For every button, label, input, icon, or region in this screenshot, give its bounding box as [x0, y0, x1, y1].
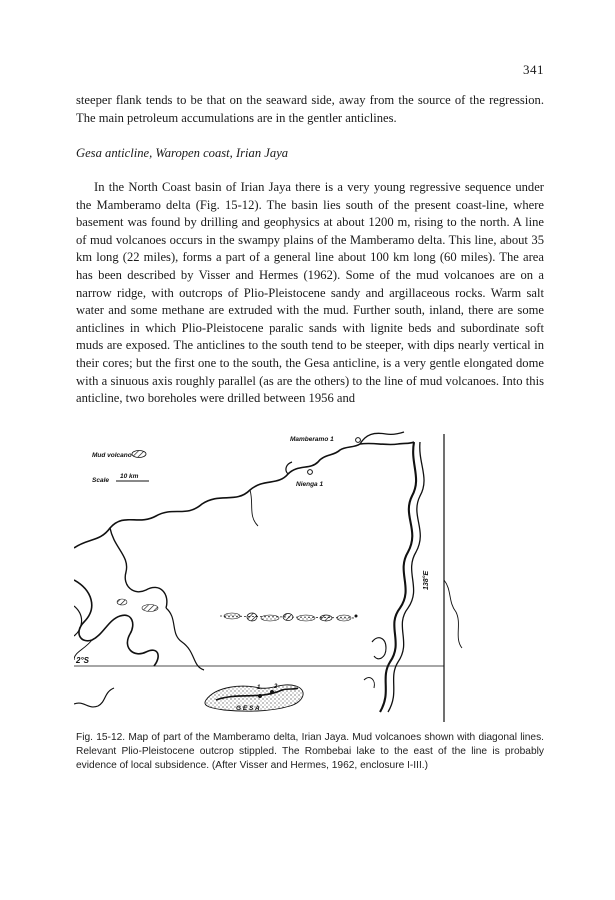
- intro-paragraph: [76, 92, 544, 127]
- intro-paragraph-text: steeper flank tends to be that on the seaward side, away from the source of the regression. The main petroleum accumulations are in the gentler anticlines.: [76, 93, 544, 125]
- gesa-well-1-label: 1: [257, 685, 261, 691]
- delta-map: [74, 430, 544, 722]
- body-paragraph-text: In the North Coast basin of Irian Jaya there is a very young regressive sequence under the Mamberamo delta (Fig. 15-12). The basin lies south of the present coast-line, where basement was found by drilling and geophysics at about 1200 m, rising to the north. A line of mud volcanoes occurs in the swampy plains of the Mamberamo delta. This line, about 35 km long (22 miles), forms a part of a general line about 100 km long (60 miles). The area has been described by Visser and Hermes (1962). Some of the mud volcanoes are on a narrow ridge, with outcrops of Plio-Pleistocene sandy and argillaceous rocks. Warm salt water and some methane are extruded with the mud. Further south, inland, there are some anticlines in which Plio-Pleistocene paralic sands with lignite beds and subordinate soft muds are exposed. The anticlines to the south tend to be steeper, with dips nearly vertical in their cores; but the first one to the south, the Gesa anticline, is a very gentle elongated dome with a sinuous axis roughly parallel (as are the others) to the line of mud volcanoes. Into this anticline, two boreholes were drilled between 1956 and: [76, 180, 544, 406]
- gesa-label: G E S A: [236, 705, 260, 712]
- mud-volcano-line: [220, 613, 358, 621]
- mamberamo-well-symbol: [356, 438, 361, 443]
- body-paragraph: [76, 179, 544, 408]
- page-number: 341: [523, 62, 544, 77]
- legend-mud-volcano-label: Mud volcano: [92, 452, 132, 459]
- figure-caption: Fig. 15-12. Map of part of the Mamberamo delta, Irian Jaya. Mud volcanoes shown with diagonal lines. Relevant Plio-Pleistocene outcrop stippled. The Rombebai lake to the east of the line is probably evidence of local subsidence. (After Visser and Hermes, 1962, enclosure I-III.): [76, 732, 544, 772]
- mud-volcano-3: [320, 615, 332, 621]
- nienga-well-label: Nienga 1: [296, 481, 324, 488]
- mud-volcano-outcrop-3: [297, 615, 315, 621]
- east-swamp-line: [444, 580, 462, 648]
- mud-volcano-2: [283, 614, 293, 621]
- mud-volcano-west-2: [142, 605, 158, 612]
- mud-volcano-outcrop-2: [261, 615, 279, 621]
- longitude-label: 138°E: [423, 570, 430, 590]
- mamberamo-river-bank-west: [380, 442, 416, 712]
- mamberamo-river-bank-east: [388, 442, 424, 712]
- mud-volcano-1: [247, 613, 257, 621]
- lake-2-outline: [364, 678, 374, 688]
- gesa-well-2: [270, 690, 274, 694]
- gesa-well-1: [258, 694, 262, 698]
- gesa-well-2-label: 2: [274, 684, 278, 690]
- legend-mud-volcano-symbol: [132, 451, 146, 458]
- section-heading: Gesa anticline, Waropen coast, Irian Jaya: [76, 146, 289, 160]
- latitude-label: 2°S: [76, 656, 89, 665]
- lake-outline: [372, 638, 386, 659]
- southwest-river: [74, 688, 114, 707]
- western-river-b: [110, 528, 167, 608]
- legend-scale-value: 10 km: [120, 473, 139, 480]
- western-river-a: [74, 580, 158, 666]
- mud-volcano-4: [355, 615, 358, 618]
- mud-volcano-outcrop-4: [337, 615, 351, 621]
- map-figure: [74, 430, 544, 722]
- western-river-c: [74, 606, 82, 636]
- mud-volcano-outcrop-1: [224, 613, 240, 619]
- mud-volcano-west-1: [117, 599, 127, 605]
- western-river-d: [166, 608, 204, 670]
- nienga-well-symbol: [308, 470, 313, 475]
- delta-channel: [250, 490, 258, 526]
- legend-scale-label: Scale: [92, 477, 109, 484]
- northern-spit: [360, 432, 404, 444]
- mamberamo-well-label: Mamberamo 1: [290, 436, 334, 443]
